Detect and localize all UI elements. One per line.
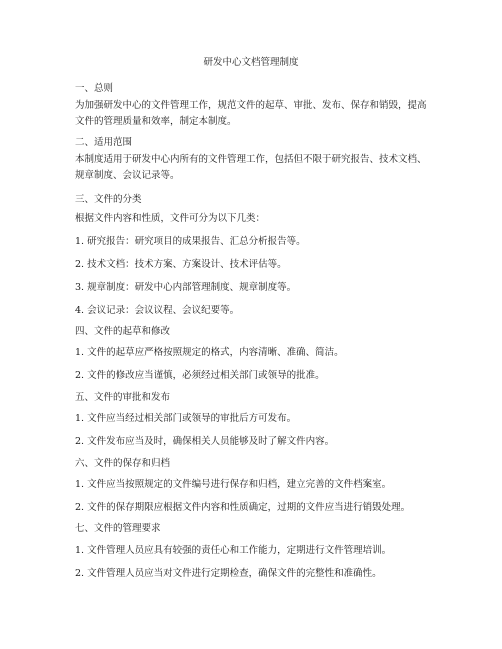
list-item: 2. 技术文档：技术方案、方案设计、技术评估等。	[75, 259, 287, 270]
section-heading: 七、文件的管理要求	[75, 523, 161, 534]
list-item: 2. 文件发布应当及时，确保相关人员能够及时了解文件内容。	[75, 436, 335, 447]
list-item: 1. 文件的起草应严格按照规定的格式，内容清晰、准确、简洁。	[75, 347, 344, 358]
section-heading: 二、适用范围	[75, 137, 133, 148]
section-heading: 五、文件的审批和发布	[75, 392, 171, 403]
section-paragraph: 本制度适用于研发中心内所有的文件管理工作，包括但不限于研究报告、技术文档、规章制度、会议记录等。	[75, 154, 427, 181]
list-item: 1. 文件管理人员应具有较强的责任心和工作能力，定期进行文件管理培训。	[75, 545, 392, 556]
section-paragraph: 为加强研发中心的文件管理工作，规范文件的起草、审批、发布、保存和销毁，提高文件的管理质量和效率，制定本制度。	[75, 100, 427, 127]
section-heading: 四、文件的起草和修改	[75, 326, 171, 337]
document-title: 研发中心文档管理制度	[203, 57, 299, 68]
list-item: 1. 文件应当按照规定的文件编号进行保存和归档，建立完善的文件档案室。	[75, 479, 392, 490]
section-heading: 三、文件的分类	[75, 194, 142, 205]
list-item: 4. 会议记录：会议议程、会议纪要等。	[75, 305, 240, 316]
list-item: 1. 研究报告：研究项目的成果报告、汇总分析报告等。	[75, 236, 306, 247]
section-heading: 一、总则	[75, 83, 114, 94]
section-heading: 六、文件的保存和归档	[75, 458, 171, 469]
list-item: 2. 文件管理人员应当对文件进行定期检查，确保文件的完整性和准确性。	[75, 568, 382, 579]
list-item: 2. 文件的修改应当谨慎，必须经过相关部门或领导的批准。	[75, 370, 325, 381]
list-item: 2. 文件的保存期限应根据文件内容和性质确定，过期的文件应当进行销毁处理。	[75, 502, 411, 513]
list-item: 1. 文件应当经过相关部门或领导的审批后方可发布。	[75, 413, 297, 424]
section-paragraph: 根据文件内容和性质，文件可分为以下几类：	[75, 213, 266, 224]
list-item: 3. 规章制度：研发中心内部管理制度、规章制度等。	[75, 282, 297, 293]
